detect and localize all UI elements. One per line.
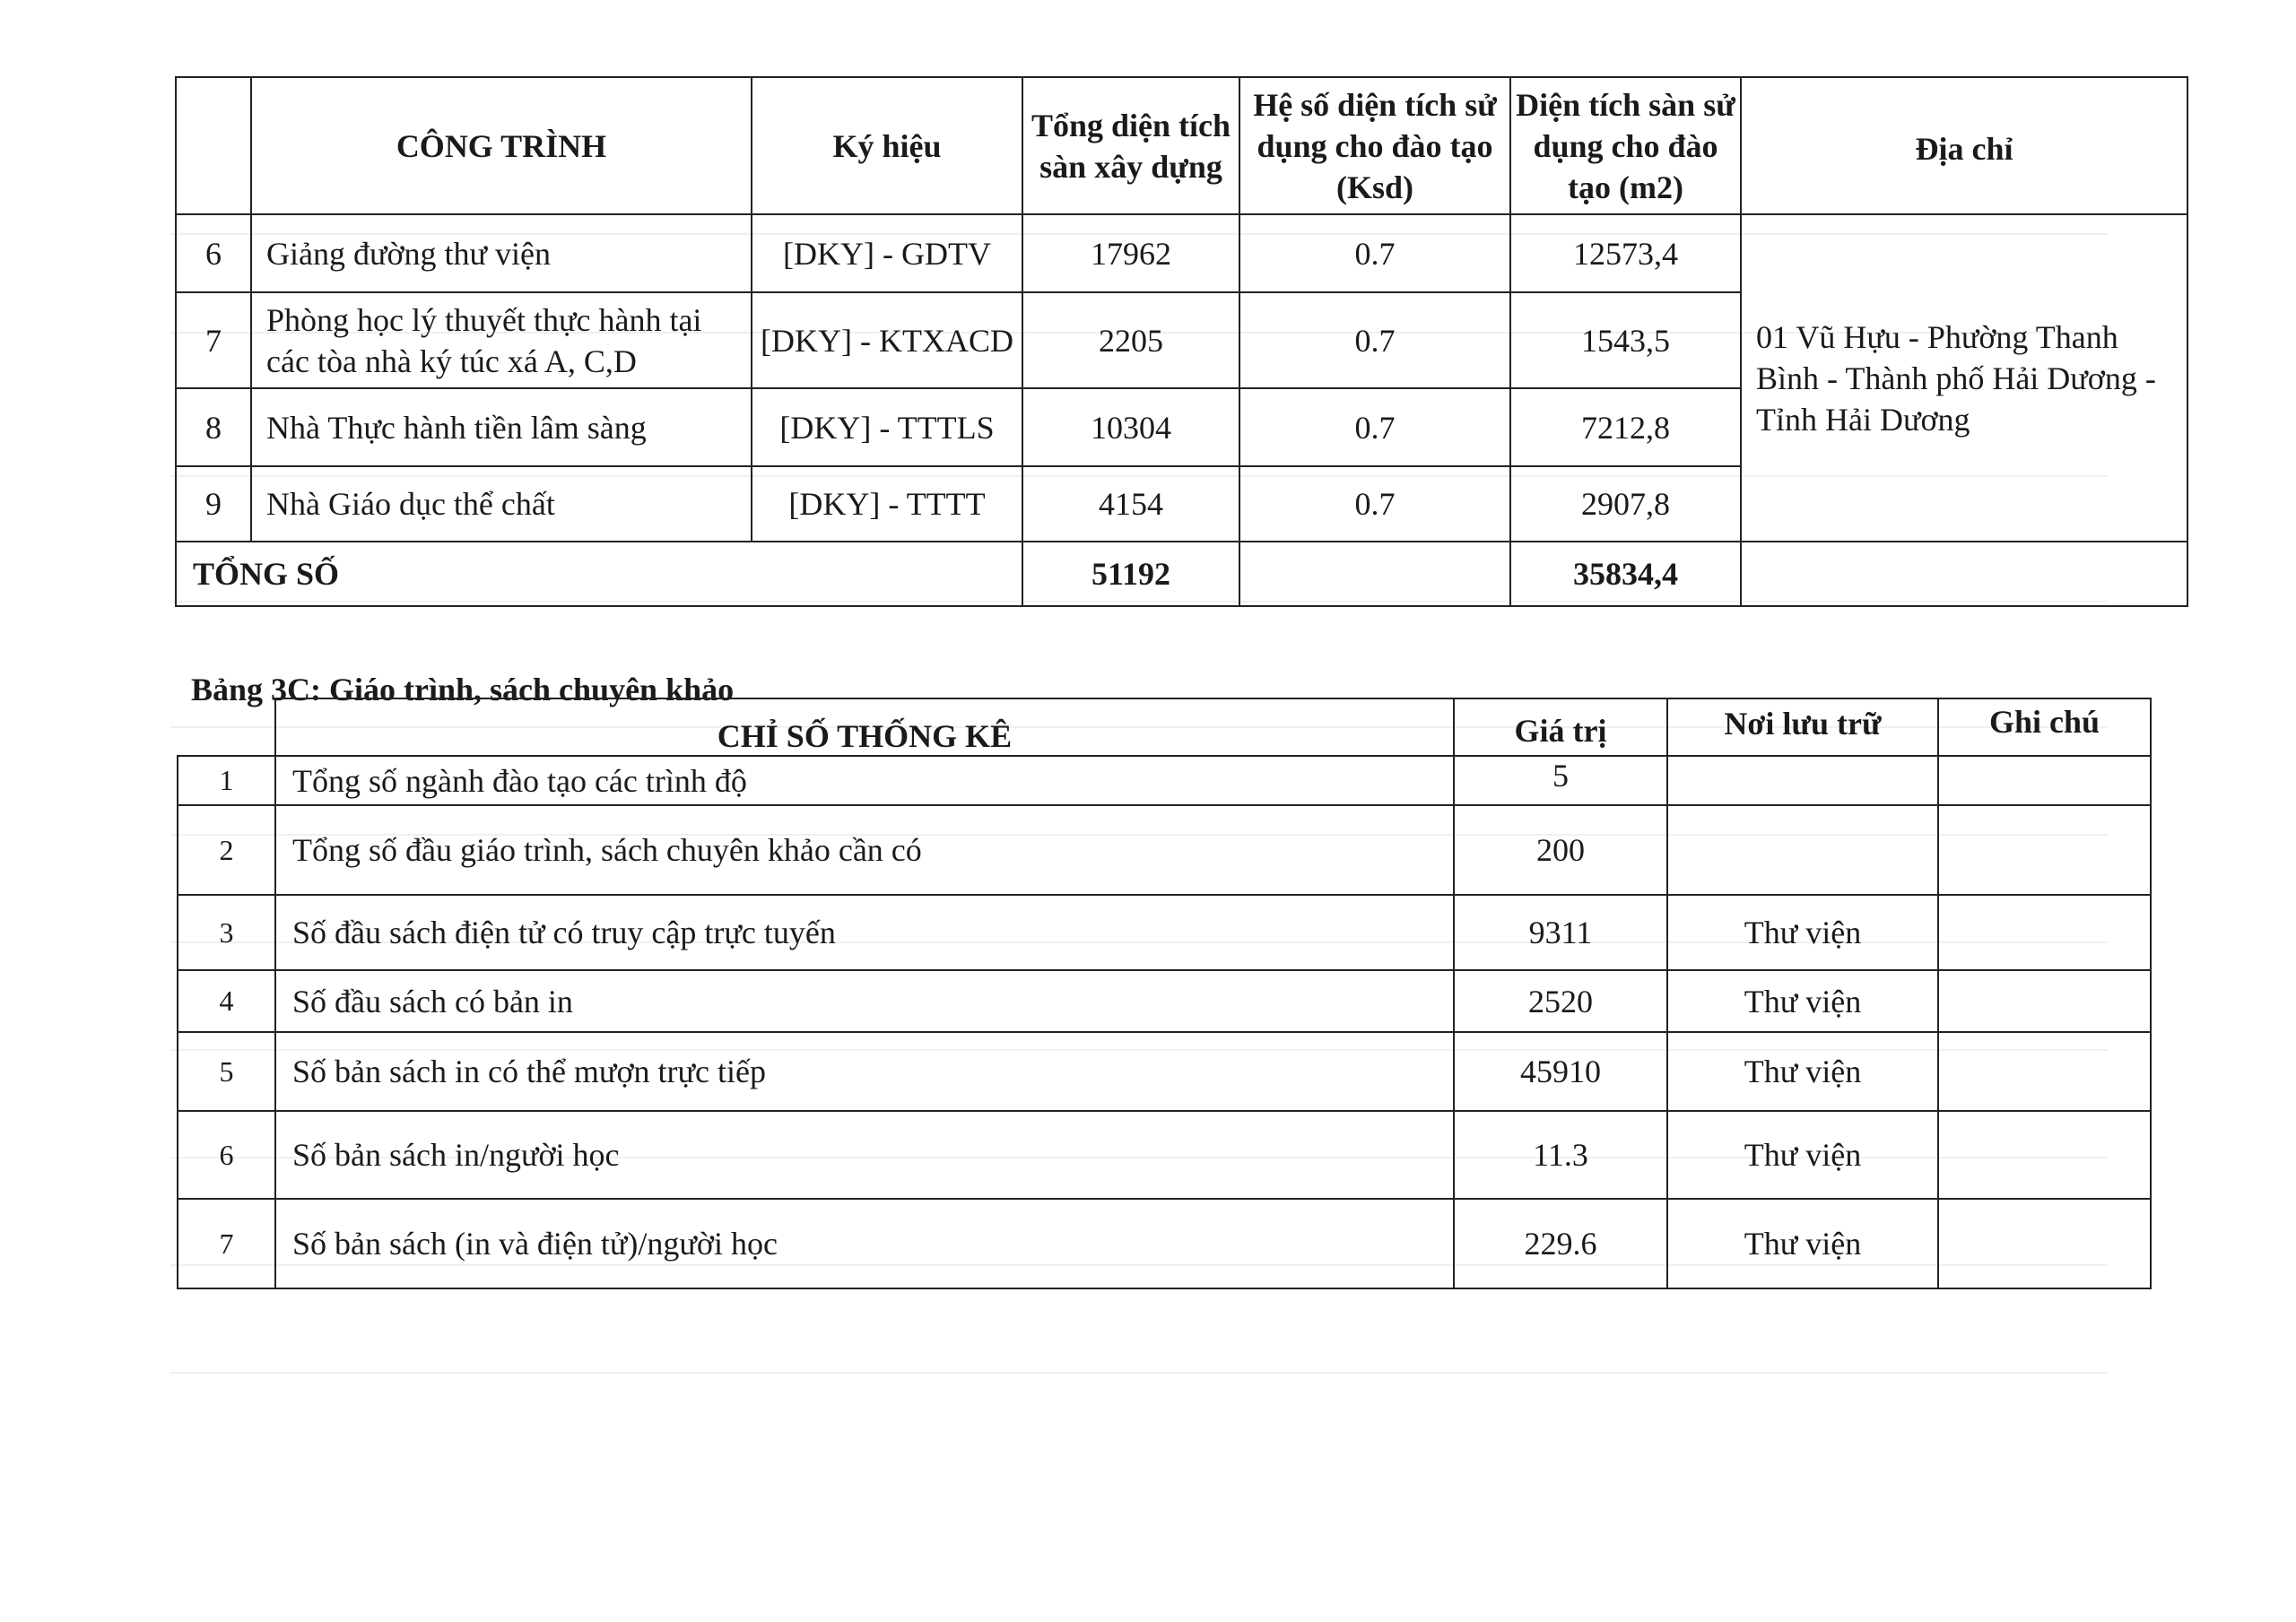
row-num: 6 (178, 1111, 275, 1199)
row-place: Thư viện (1667, 970, 1938, 1032)
row-place (1667, 805, 1938, 895)
total-used-area: 35834,4 (1510, 542, 1741, 606)
row-symbol: [DKY] - TTTT (752, 466, 1022, 542)
row-symbol: [DKY] - TTTLS (752, 388, 1022, 466)
row-symbol: [DKY] - GDTV (752, 214, 1022, 292)
row-coef: 0.7 (1239, 466, 1510, 542)
header-used-area: Diện tích sàn sử dụng cho đào tạo (m2) (1510, 77, 1741, 214)
row-place: Thư viện (1667, 895, 1938, 970)
row-used-area: 7212,8 (1510, 388, 1741, 466)
row-used-area: 12573,4 (1510, 214, 1741, 292)
header-coef: Hệ số diện tích sử dụng cho đào tạo (Ksd) (1239, 77, 1510, 214)
row-value: 229.6 (1454, 1199, 1667, 1288)
row-num: 9 (176, 466, 251, 542)
row-num: 3 (178, 895, 275, 970)
row-name: Giảng đường thư viện (251, 214, 752, 292)
table-row (178, 1111, 2151, 1199)
table-row (176, 214, 2187, 292)
table-row (178, 970, 2151, 1032)
row-value: 2520 (1454, 970, 1667, 1032)
table-row (178, 895, 2151, 970)
header-stat: CHỈ SỐ THỐNG KÊ (275, 698, 1454, 756)
row-num: 7 (178, 1199, 275, 1288)
header-name: CÔNG TRÌNH (251, 77, 752, 214)
row-num: 7 (176, 292, 251, 388)
header-symbol: Ký hiệu (752, 77, 1022, 214)
header-place: Nơi lưu trữ (1667, 698, 1938, 756)
table-row (178, 1032, 2151, 1111)
row-stat: Tổng số ngành đào tạo các trình độ (275, 756, 1454, 805)
row-area: 10304 (1022, 388, 1239, 466)
row-place (1667, 756, 1938, 805)
row-value: 45910 (1454, 1032, 1667, 1111)
table-caption: Bảng 3C: Giáo trình, sách chuyên khảo (191, 672, 735, 707)
row-stat: Số đầu sách điện tử có truy cập trực tuyến (275, 895, 1454, 970)
row-place: Thư viện (1667, 1032, 1938, 1111)
row-value: 9311 (1454, 895, 1667, 970)
header-value: Giá trị (1454, 698, 1667, 756)
total-address-empty (1741, 542, 2187, 606)
row-symbol: [DKY] - KTXACD (752, 292, 1022, 388)
total-coef-empty (1239, 542, 1510, 606)
row-num: 1 (178, 756, 275, 805)
row-stat: Tổng số đầu giáo trình, sách chuyên khảo cần có (275, 805, 1454, 895)
row-name: Nhà Thực hành tiền lâm sàng (251, 388, 752, 466)
row-note (1938, 805, 2151, 895)
row-note (1938, 1032, 2151, 1111)
header-num-empty (178, 698, 275, 756)
row-name: Nhà Giáo dục thể chất (251, 466, 752, 542)
table-row (178, 1199, 2151, 1288)
header-num (176, 77, 251, 214)
header-total-area: Tổng diện tích sàn xây dựng (1022, 77, 1239, 214)
row-note (1938, 970, 2151, 1032)
row-name: Phòng học lý thuyết thực hành tại các tòa nhà ký túc xá A, C,D (251, 292, 752, 388)
row-place: Thư viện (1667, 1111, 1938, 1199)
row-place: Thư viện (1667, 1199, 1938, 1288)
row-num: 8 (176, 388, 251, 466)
table-row (178, 756, 2151, 805)
header-note: Ghi chú (1938, 698, 2151, 756)
row-num: 5 (178, 1032, 275, 1111)
row-area: 4154 (1022, 466, 1239, 542)
row-num: 6 (176, 214, 251, 292)
total-label: TỔNG SỐ (176, 542, 1022, 606)
row-note (1938, 756, 2151, 805)
total-row (176, 542, 2187, 606)
row-stat: Số đầu sách có bản in (275, 970, 1454, 1032)
facilities-header-row (176, 77, 2187, 214)
row-note (1938, 1199, 2151, 1288)
row-stat: Số bản sách in/người học (275, 1111, 1454, 1199)
row-coef: 0.7 (1239, 292, 1510, 388)
address-cell: 01 Vũ Hựu - Phường Thanh Bình - Thành phố Hải Dương - Tỉnh Hải Dương (1741, 214, 2187, 542)
row-used-area: 2907,8 (1510, 466, 1741, 542)
total-area: 51192 (1022, 542, 1239, 606)
row-coef: 0.7 (1239, 214, 1510, 292)
row-stat: Số bản sách in có thể mượn trực tiếp (275, 1032, 1454, 1111)
header-address: Địa chỉ (1741, 77, 2187, 214)
row-used-area: 1543,5 (1510, 292, 1741, 388)
textbooks-header-row (178, 698, 2151, 756)
row-area: 2205 (1022, 292, 1239, 388)
row-value: 5 (1454, 756, 1667, 805)
table-row (178, 805, 2151, 895)
facilities-table (175, 76, 2188, 607)
textbooks-table (177, 698, 2152, 1289)
row-stat: Số bản sách (in và điện tử)/người học (275, 1199, 1454, 1288)
row-coef: 0.7 (1239, 388, 1510, 466)
row-note (1938, 895, 2151, 970)
row-num: 2 (178, 805, 275, 895)
row-value: 200 (1454, 805, 1667, 895)
row-value: 11.3 (1454, 1111, 1667, 1199)
row-num: 4 (178, 970, 275, 1032)
row-note (1938, 1111, 2151, 1199)
row-area: 17962 (1022, 214, 1239, 292)
